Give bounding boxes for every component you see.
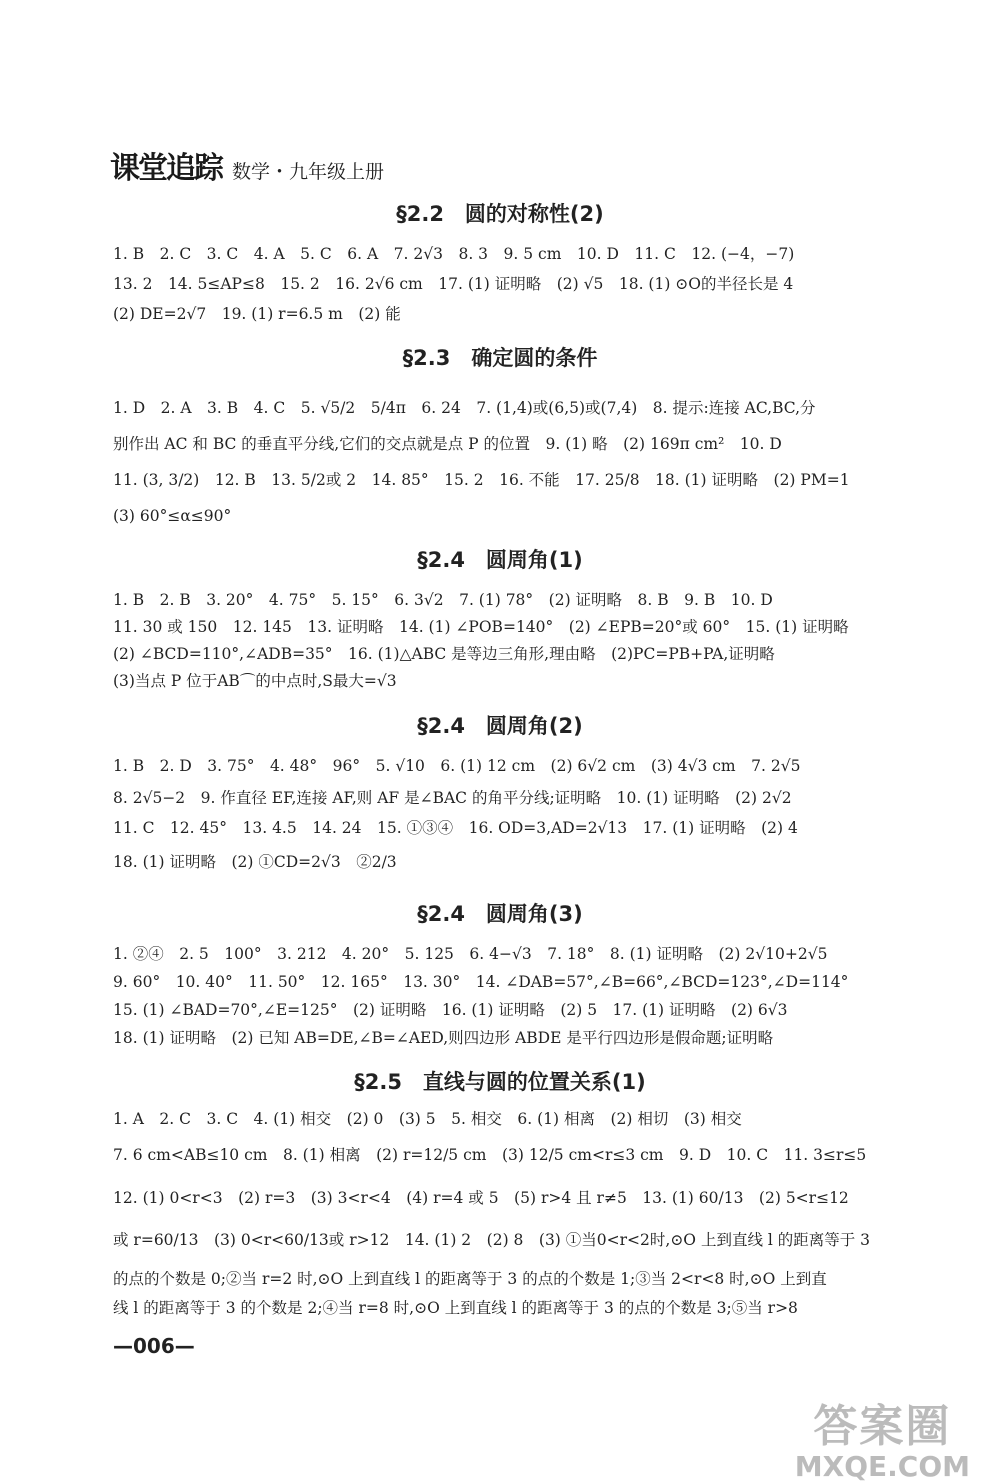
section-title: §2.4 圆周角(2) — [417, 714, 583, 738]
answer-line: (3) 60°≤α≤90° — [113, 507, 232, 525]
answer-line: 11. 30 或 150 12. 145 13. 证明略 14. (1) ∠POB=140° (2) ∠EPB=20°或 60° 15. (1) 证明略 — [113, 618, 849, 636]
answer-line: 8. 2√5−2 9. 作直径 EF,连接 AF,则 AF 是∠BAC 的角平分线;证明略 10. (1) 证明略 (2) 2√2 — [113, 789, 792, 807]
section-title: §2.3 确定圆的条件 — [402, 346, 598, 370]
answer-line: 1. A 2. C 3. C 4. (1) 相交 (2) 0 (3) 5 5. 相交 6. (1) 相离 (2) 相切 (3) 相交 — [113, 1110, 742, 1128]
answer-line: 1. B 2. D 3. 75° 4. 48° 96° 5. √10 6. (1) 12 cm (2) 6√2 cm (3) 4√3 cm 7. 2√5 — [113, 757, 801, 775]
watermark-url: MXQE.COM — [794, 1450, 970, 1483]
answer-line: (2) ∠BCD=110°,∠ADB=35° 16. (1)△ABC 是等边三角形,理由略 (2)PC=PB+PA,证明略 — [113, 645, 775, 663]
answer-line: 的点的个数是 0;②当 r=2 时,⊙O 上到直线 l 的距离等于 3 的点的个数是 1;③当 2<r<8 时,⊙O 上到直 — [113, 1270, 827, 1288]
answer-line: 9. 60° 10. 40° 11. 50° 12. 165° 13. 30° 14. ∠DAB=57°,∠B=66°,∠BCD=123°,∠D=114° — [113, 973, 849, 991]
answer-line: 18. (1) 证明略 (2) ①CD=2√3 ②2/3 — [113, 853, 397, 871]
answer-line: 13. 2 14. 5≤AP≤8 15. 2 16. 2√6 cm 17. (1) 证明略 (2) √5 18. (1) ⊙O的半径长是 4 — [113, 275, 794, 293]
watermark-text: 答案圈 — [813, 1401, 952, 1452]
answer-line: 15. (1) ∠BAD=70°,∠E=125° (2) 证明略 16. (1) 证明略 (2) 5 17. (1) 证明略 (2) 6√3 — [113, 1001, 788, 1019]
answer-line: 11. C 12. 45° 13. 4.5 14. 24 15. ①③④ 16. OD=3,AD=2√13 17. (1) 证明略 (2) 4 — [113, 819, 798, 837]
answer-line: 18. (1) 证明略 (2) 已知 AB=DE,∠B=∠AED,则四边形 ABDE 是平行四边形是假命题;证明略 — [113, 1029, 774, 1047]
section-title: §2.2 圆的对称性(2) — [396, 202, 604, 226]
answer-line: 别作出 AC 和 BC 的垂直平分线,它们的交点就是点 P 的位置 9. (1) 略 (2) 169π cm² 10. D — [113, 435, 782, 453]
answer-line: 或 r=60/13 (3) 0<r<60/13或 r>12 14. (1) 2 (2) 8 (3) ①当0<r<2时,⊙O 上到直线 l 的距离等于 3 — [113, 1231, 871, 1249]
answer-line: 11. (3, 3/2) 12. B 13. 5/2或 2 14. 85° 15. 2 16. 不能 17. 25/8 18. (1) 证明略 (2) PM=1 — [113, 471, 850, 489]
watermark-logo — [795, 1390, 970, 1483]
series-logo: 课堂追踪 — [110, 151, 222, 186]
answer-line: 1. D 2. A 3. B 4. C 5. √5/2 5/4π 6. 24 7. (1,4)或(6,5)或(7,4) 8. 提示:连接 AC,BC,分 — [113, 399, 816, 417]
answer-line: 7. 6 cm<AB≤10 cm 8. (1) 相离 (2) r=12/5 cm (3) 12/5 cm<r≤3 cm 9. D 10. C 11. 3≤r≤5 — [113, 1146, 867, 1164]
answer-line: 1. B 2. C 3. C 4. A 5. C 6. A 7. 2√3 8. 3 9. 5 cm 10. D 11. C 12. (−4，−7) — [113, 245, 795, 263]
answer-line: 1. B 2. B 3. 20° 4. 75° 5. 15° 6. 3√2 7. (1) 78° (2) 证明略 8. B 9. B 10. D — [113, 591, 773, 609]
answer-line: 1. ②④ 2. 5 100° 3. 212 4. 20° 5. 125 6. 4−√3 7. 18° 8. (1) 证明略 (2) 2√10+2√5 — [113, 945, 828, 963]
subject-label: 数学・九年级上册 — [232, 161, 385, 184]
page-header — [110, 140, 384, 184]
page-number: —006— — [113, 1334, 195, 1358]
answer-line: 12. (1) 0<r<3 (2) r=3 (3) 3<r<4 (4) r=4 或 5 (5) r>4 且 r≠5 13. (1) 60/13 (2) 5<r≤12 — [113, 1189, 849, 1207]
section-title: §2.5 直线与圆的位置关系(1) — [354, 1070, 646, 1094]
section-title: §2.4 圆周角(1) — [417, 548, 583, 572]
answer-line: 线 l 的距离等于 3 的个数是 2;④当 r=8 时,⊙O 上到直线 l 的距离等于 3 的点的个数是 3;⑤当 r>8 — [113, 1299, 798, 1317]
answer-line: (3)当点 P 位于AB⌒的中点时,S最大=√3 — [113, 672, 397, 690]
section-title: §2.4 圆周角(3) — [417, 902, 583, 926]
answer-line: (2) DE=2√7 19. (1) r=6.5 m (2) 能 — [113, 305, 401, 323]
